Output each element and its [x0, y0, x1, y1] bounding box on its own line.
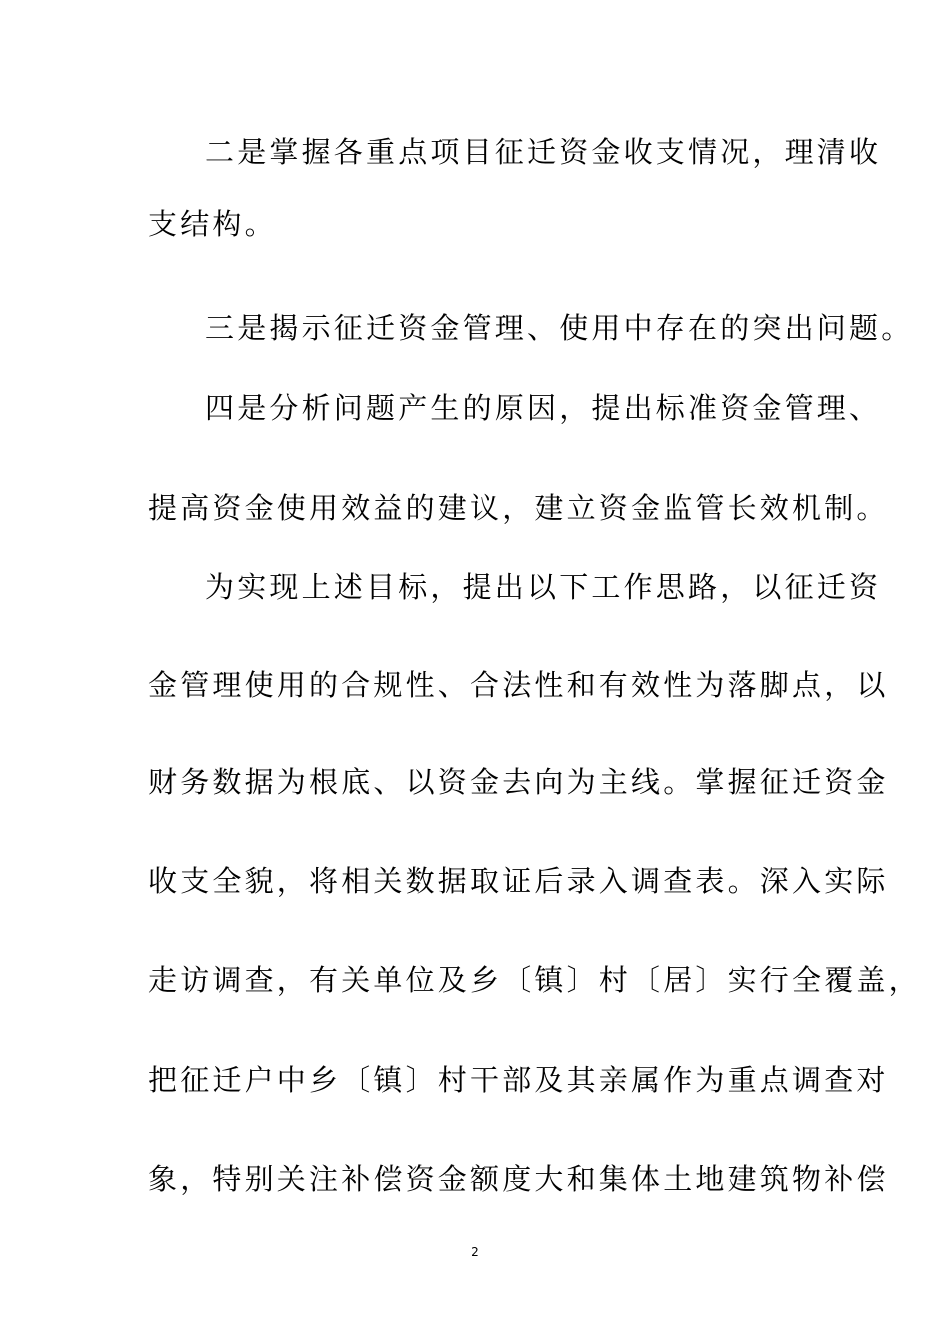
paragraph-line-4: 四是分析问题产生的原因，提出标准资金管理、 [205, 391, 882, 425]
paragraph-line-9: 收支全貌，将相关数据取证后录入调查表。深入实际 [148, 864, 889, 898]
page-number: 2 [471, 1245, 479, 1259]
paragraph-line-3: 三是揭示征迁资金管理、使用中存在的突出问题。 [205, 311, 914, 345]
paragraph-line-1: 二是掌握各重点项目征迁资金收支情况，理清收 [205, 135, 882, 169]
paragraph-line-11: 把征迁户中乡〔镇〕村干部及其亲属作为重点调查对 [148, 1063, 889, 1097]
paragraph-line-2: 支结构。 [148, 207, 277, 241]
paragraph-line-12: 象，特别关注补偿资金额度大和集体土地建筑物补偿 [148, 1162, 889, 1196]
paragraph-line-6: 为实现上述目标，提出以下工作思路，以征迁资 [205, 570, 882, 604]
paragraph-line-8: 财务数据为根底、以资金去向为主线。掌握征迁资金 [148, 765, 889, 799]
paragraph-line-7: 金管理使用的合规性、合法性和有效性为落脚点，以 [148, 668, 889, 702]
paragraph-line-10: 走访调查，有关单位及乡〔镇〕村〔居〕实行全覆盖， [148, 963, 921, 997]
paragraph-line-5: 提高资金使用效益的建议，建立资金监管长效机制。 [148, 491, 889, 525]
